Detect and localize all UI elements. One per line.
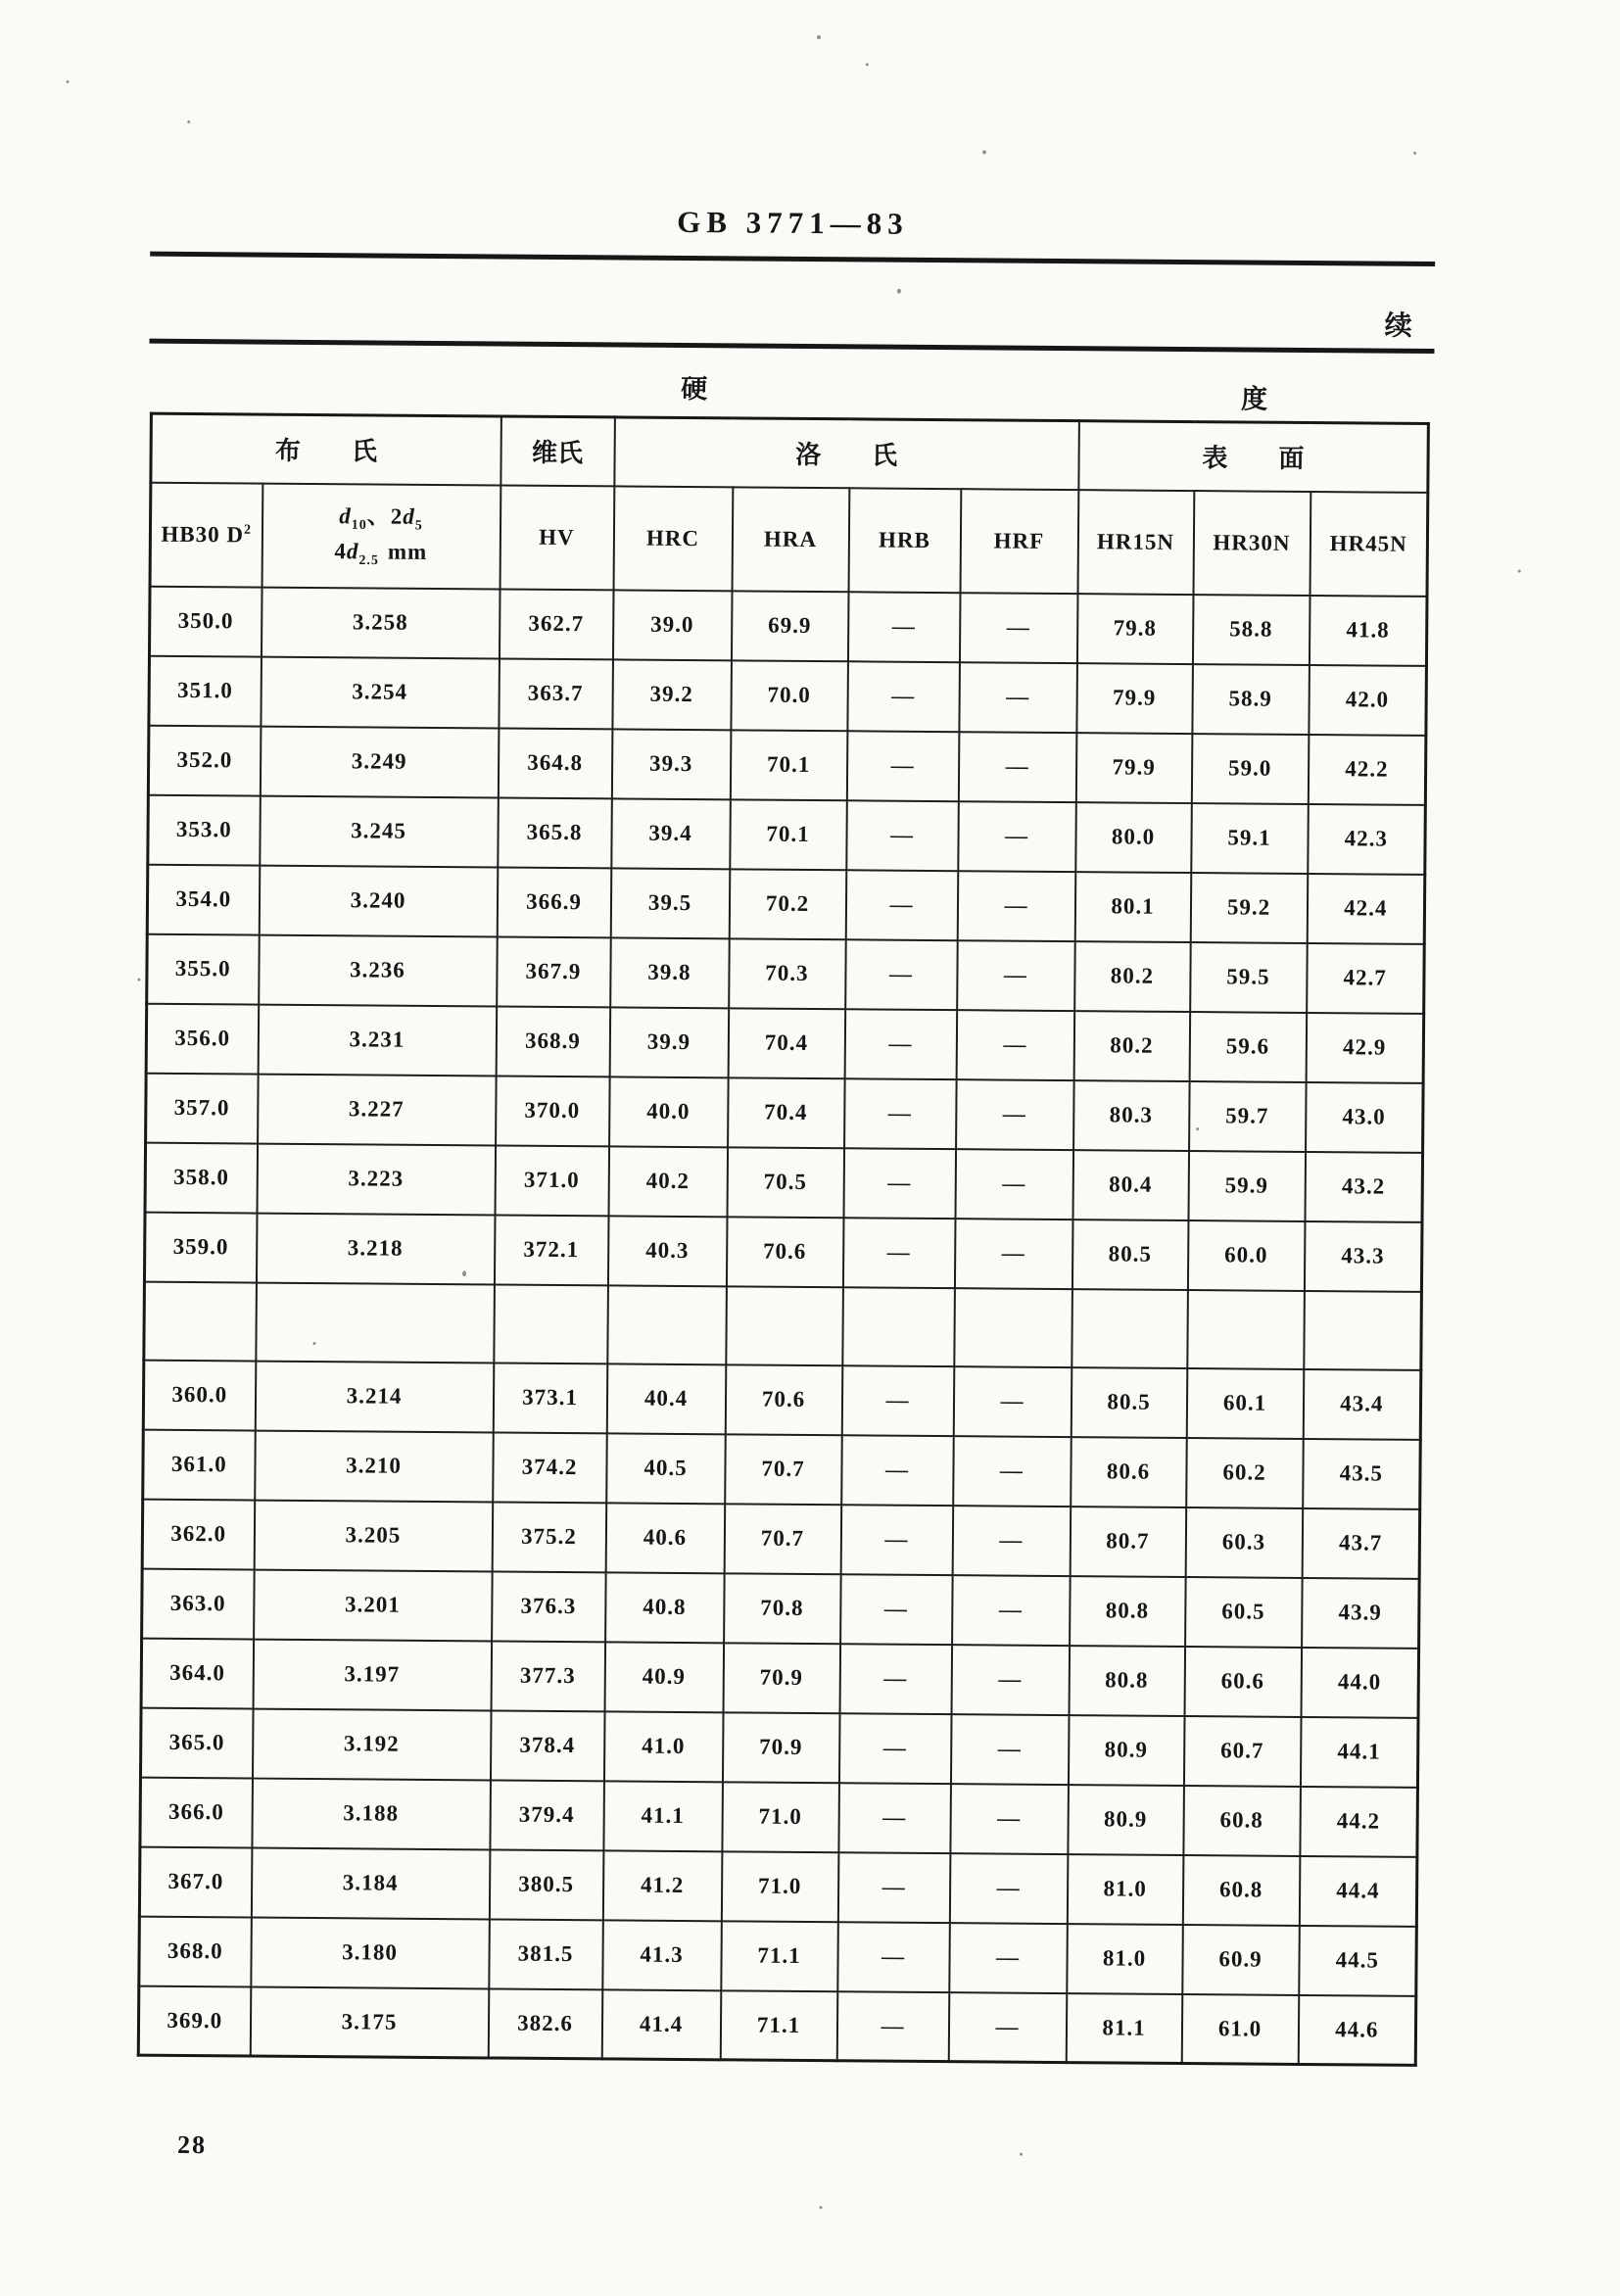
- cell: —: [842, 1218, 955, 1288]
- cell: 355.0: [147, 933, 260, 1004]
- cell: 43.7: [1302, 1507, 1420, 1578]
- cell: 39.3: [611, 729, 731, 799]
- horizontal-rule-under-continued: [149, 339, 1434, 354]
- cell: [1304, 1290, 1422, 1369]
- cell: —: [953, 1366, 1072, 1437]
- cell: 359.0: [144, 1212, 257, 1282]
- cell: 40.4: [606, 1363, 726, 1434]
- table-body: [138, 586, 1427, 2065]
- cell: 382.6: [488, 1988, 602, 2059]
- d-header-line1: $d_{10}$、$2d_5$: [339, 503, 423, 534]
- cell: 70.7: [724, 1504, 841, 1574]
- table-row: [145, 1142, 1423, 1221]
- cell: —: [839, 1644, 952, 1714]
- scan-speckle: [1413, 152, 1416, 155]
- cell: 42.2: [1308, 734, 1426, 804]
- cell: 44.2: [1300, 1786, 1418, 1856]
- cell: 370.0: [496, 1076, 610, 1146]
- cell: 3.188: [252, 1778, 491, 1849]
- cell: 44.5: [1299, 1925, 1417, 1995]
- scan-speckle: [866, 63, 869, 66]
- table-row: [143, 1429, 1421, 1508]
- cell: 60.8: [1182, 1855, 1300, 1926]
- cell: 364.8: [498, 728, 612, 798]
- cell: 39.8: [610, 937, 730, 1008]
- standard-code-title: GB 3771—83: [677, 204, 909, 241]
- cell: 363.0: [142, 1568, 255, 1639]
- cell: 59.0: [1191, 734, 1309, 804]
- cell: 60.8: [1183, 1786, 1301, 1856]
- cell: 43.2: [1305, 1151, 1423, 1221]
- cell: 59.9: [1188, 1151, 1306, 1221]
- cell: 69.9: [731, 591, 848, 661]
- cell: 60.5: [1185, 1577, 1303, 1648]
- cell: —: [952, 1575, 1071, 1646]
- table-row-empty: [144, 1281, 1422, 1369]
- cell: —: [957, 940, 1075, 1011]
- table-row: [146, 1003, 1424, 1082]
- hb-superscript: 2: [243, 522, 253, 538]
- cell: —: [844, 1009, 957, 1079]
- col-header-hra: HRA: [732, 487, 849, 592]
- cell: —: [845, 939, 958, 1010]
- cell: —: [846, 731, 959, 801]
- cell: 367.9: [497, 936, 611, 1007]
- cell: 70.6: [726, 1217, 843, 1287]
- cell: 43.9: [1302, 1577, 1420, 1648]
- cell: 379.4: [490, 1780, 604, 1850]
- cell: 59.1: [1191, 803, 1309, 874]
- cell: —: [841, 1435, 954, 1506]
- cell: 378.4: [490, 1710, 604, 1781]
- cell: 3.175: [250, 1986, 489, 2058]
- table-row: [147, 864, 1425, 943]
- col-header-hrb: HRB: [848, 488, 961, 593]
- cell: 70.8: [724, 1573, 841, 1644]
- cell: 70.3: [729, 938, 846, 1009]
- table-row: [142, 1568, 1420, 1648]
- cell: —: [948, 1992, 1067, 2063]
- cell: —: [838, 1783, 951, 1853]
- cell: 42.4: [1307, 873, 1425, 943]
- cell: 3.223: [257, 1143, 496, 1215]
- cell: 376.3: [492, 1571, 606, 1642]
- col-header-hr45n: HR45N: [1310, 491, 1428, 596]
- cell: 3.210: [255, 1430, 494, 1502]
- cell: 80.9: [1068, 1715, 1184, 1786]
- cell: 40.0: [609, 1076, 729, 1147]
- cell: 381.5: [489, 1919, 603, 1989]
- col-header-hrc: HRC: [613, 486, 733, 591]
- cell: 41.3: [602, 1920, 722, 1990]
- cell: 80.2: [1073, 1011, 1190, 1081]
- cell: 3.184: [251, 1847, 490, 1919]
- cell: [1072, 1289, 1188, 1368]
- cell: 80.4: [1072, 1150, 1189, 1220]
- cell: 41.8: [1309, 595, 1427, 665]
- table-row: [148, 725, 1426, 804]
- cell: —: [847, 592, 960, 662]
- cell: —: [949, 1923, 1068, 1993]
- cell: —: [950, 1784, 1069, 1854]
- cell: 365.0: [140, 1707, 253, 1778]
- scan-speckle: [312, 1342, 315, 1345]
- cell: 371.0: [495, 1145, 609, 1216]
- scan-speckle: [1518, 570, 1521, 573]
- cell: [256, 1282, 495, 1363]
- cell: 42.0: [1309, 664, 1427, 735]
- cell: 3.218: [256, 1213, 495, 1284]
- cell: 60.7: [1183, 1716, 1301, 1787]
- cell: 3.249: [260, 726, 499, 797]
- scan-speckle: [817, 35, 821, 39]
- continued-marker: 续: [1384, 311, 1412, 342]
- cell: —: [847, 661, 960, 732]
- scan-speckle: [820, 2206, 823, 2209]
- cell: —: [958, 801, 1076, 872]
- cell: 81.0: [1067, 1924, 1183, 1994]
- cell: 70.7: [725, 1434, 842, 1505]
- cell: —: [844, 1078, 957, 1149]
- cell: —: [952, 1506, 1071, 1576]
- cell: 60.9: [1182, 1925, 1300, 1995]
- cell: 40.2: [608, 1146, 728, 1217]
- cell: [144, 1281, 257, 1361]
- cell: —: [949, 1853, 1068, 1924]
- table-row: [149, 655, 1427, 735]
- cell: 70.4: [728, 1077, 845, 1148]
- cell: 3.227: [258, 1074, 497, 1145]
- cell: 3.197: [253, 1639, 492, 1710]
- cell: 43.4: [1303, 1368, 1421, 1439]
- cell: 79.9: [1075, 733, 1192, 803]
- cell: 80.5: [1071, 1367, 1187, 1438]
- cell: 70.1: [730, 730, 847, 800]
- cell: [842, 1287, 955, 1366]
- cell: [1187, 1290, 1305, 1369]
- cell: 40.6: [605, 1503, 725, 1573]
- cell: 39.2: [612, 659, 732, 730]
- cell: —: [838, 1713, 951, 1784]
- col-header-indent-diameter: [262, 483, 500, 589]
- cell: 58.9: [1192, 664, 1310, 735]
- cell: 44.0: [1301, 1647, 1419, 1717]
- cell: 366.0: [140, 1777, 253, 1847]
- scan-speckle: [137, 979, 140, 981]
- scan-speckle: [462, 1270, 466, 1276]
- cell: 80.2: [1074, 941, 1191, 1012]
- col-header-hr30n: HR30N: [1193, 491, 1310, 596]
- cell: 59.6: [1189, 1012, 1307, 1082]
- hardness-band-char-right: 度: [1240, 384, 1268, 414]
- col-header-hb30d2: [150, 482, 262, 587]
- table-row: [140, 1707, 1418, 1787]
- cell: 70.9: [722, 1712, 839, 1783]
- cell: 39.4: [611, 798, 731, 869]
- cell: 40.8: [605, 1572, 725, 1643]
- table-row: [148, 794, 1426, 874]
- cell: 71.1: [721, 1921, 838, 1991]
- cell: 70.1: [730, 799, 847, 870]
- cell: 375.2: [492, 1502, 606, 1572]
- cell: 368.0: [139, 1916, 252, 1986]
- cell: 61.0: [1181, 1994, 1299, 2065]
- cell: 3.245: [260, 795, 499, 867]
- cell: 60.0: [1187, 1220, 1305, 1291]
- cell: 354.0: [147, 864, 260, 934]
- table-row: [138, 1985, 1416, 2065]
- hardness-conversion-table: [137, 412, 1430, 2067]
- scan-speckle: [67, 80, 70, 83]
- cell: 373.1: [493, 1363, 607, 1433]
- cell: 377.3: [491, 1641, 605, 1711]
- cell: 360.0: [143, 1360, 256, 1430]
- cell: 43.3: [1304, 1220, 1422, 1291]
- cell: 3.254: [261, 656, 500, 728]
- cell: 365.8: [498, 797, 612, 868]
- table-row: [149, 586, 1427, 665]
- cell: 81.0: [1067, 1854, 1183, 1925]
- cell: 366.9: [497, 867, 611, 937]
- scan-speckle: [897, 289, 901, 294]
- table-row: [139, 1846, 1417, 1926]
- cell: [607, 1285, 727, 1364]
- cell: 80.8: [1069, 1646, 1185, 1716]
- cell: 39.5: [610, 868, 730, 938]
- cell: 40.9: [604, 1642, 724, 1712]
- table-row: [139, 1916, 1417, 1995]
- cell: [954, 1288, 1072, 1367]
- cell: 358.0: [145, 1142, 258, 1213]
- scan-speckle: [1020, 2153, 1023, 2156]
- cell: 59.7: [1189, 1081, 1307, 1152]
- cell: —: [958, 732, 1076, 802]
- cell: 356.0: [146, 1003, 259, 1074]
- cell: [726, 1286, 843, 1365]
- cell: —: [959, 593, 1077, 663]
- scan-speckle: [187, 120, 190, 123]
- cell: 361.0: [143, 1429, 256, 1500]
- cell: —: [957, 871, 1075, 941]
- cell: 59.5: [1190, 942, 1308, 1013]
- cell: 70.4: [728, 1008, 845, 1078]
- cell: 70.0: [731, 660, 848, 731]
- cell: 79.9: [1076, 663, 1193, 734]
- cell: —: [836, 1991, 949, 2062]
- cell: 3.180: [251, 1917, 490, 1988]
- col-header-hv: HV: [500, 485, 614, 590]
- cell: 3.231: [258, 1004, 497, 1076]
- d-header-line2: $4d_{2.5}$ mm: [334, 538, 428, 568]
- col-header-hr15n: HR15N: [1077, 490, 1194, 595]
- cell: 3.214: [255, 1361, 494, 1432]
- cell: 79.8: [1076, 594, 1193, 664]
- cell: [494, 1284, 608, 1363]
- cell: —: [954, 1219, 1072, 1289]
- hardness-band-char-left: 硬: [681, 373, 708, 405]
- cell: 374.2: [493, 1432, 607, 1503]
- table-row: [144, 1212, 1422, 1291]
- group-header-row: [151, 413, 1429, 492]
- cell: 71.1: [720, 1990, 837, 2061]
- cell: 3.258: [261, 587, 500, 658]
- cell: 70.5: [727, 1147, 844, 1218]
- cell: 350.0: [149, 586, 262, 656]
- cell: 362.7: [499, 589, 613, 659]
- cell: 357.0: [146, 1073, 259, 1143]
- cell: 81.1: [1066, 1993, 1182, 2064]
- cell: —: [846, 800, 959, 871]
- group-header-vickers: 维氏: [500, 416, 615, 486]
- cell: 39.0: [612, 590, 732, 660]
- cell: 3.240: [259, 865, 498, 936]
- cell: 41.0: [603, 1711, 723, 1782]
- table-row: [140, 1777, 1418, 1856]
- cell: 60.6: [1184, 1647, 1302, 1717]
- cell: 3.192: [252, 1708, 491, 1780]
- cell: 41.4: [601, 1989, 721, 2060]
- cell: 42.9: [1306, 1012, 1424, 1082]
- group-header-brinell: 布 氏: [151, 413, 501, 485]
- cell: 80.7: [1070, 1507, 1186, 1577]
- cell: 59.2: [1190, 873, 1308, 943]
- cell: —: [955, 1149, 1073, 1220]
- cell: 41.2: [602, 1850, 722, 1921]
- cell: 380.5: [489, 1849, 603, 1920]
- cell: 3.201: [254, 1569, 493, 1641]
- cell: 41.1: [603, 1781, 723, 1851]
- column-header-row: [150, 482, 1428, 596]
- cell: 372.1: [494, 1215, 608, 1285]
- cell: 80.3: [1073, 1080, 1190, 1151]
- cell: 60.3: [1185, 1507, 1303, 1578]
- cell: —: [841, 1365, 954, 1436]
- table-row: [143, 1360, 1421, 1439]
- cell: 44.1: [1300, 1716, 1418, 1787]
- cell: —: [837, 1852, 950, 1923]
- cell: 40.5: [606, 1433, 726, 1504]
- cell: 80.8: [1070, 1576, 1186, 1647]
- cell: —: [840, 1505, 953, 1575]
- table-row: [142, 1499, 1420, 1578]
- cell: 3.236: [259, 934, 498, 1006]
- cell: 80.1: [1074, 872, 1191, 942]
- col-header-hrf: HRF: [960, 489, 1078, 594]
- cell: 80.9: [1068, 1785, 1184, 1855]
- cell: 353.0: [148, 794, 261, 865]
- cell: —: [959, 662, 1077, 733]
- cell: 352.0: [148, 725, 261, 795]
- cell: 40.3: [607, 1216, 727, 1286]
- cell: 60.2: [1186, 1438, 1304, 1508]
- cell: —: [956, 1010, 1074, 1080]
- cell: 70.9: [723, 1643, 840, 1713]
- cell: —: [845, 870, 958, 940]
- cell: 58.8: [1192, 595, 1310, 665]
- cell: 42.7: [1307, 942, 1425, 1013]
- cell: 80.6: [1071, 1437, 1187, 1507]
- cell: 70.6: [725, 1364, 842, 1435]
- cell: 351.0: [149, 655, 262, 726]
- cell: 43.5: [1303, 1438, 1421, 1508]
- cell: 44.4: [1299, 1855, 1417, 1926]
- cell: 3.205: [254, 1500, 493, 1571]
- cell: 70.2: [729, 869, 846, 939]
- scan-speckle: [1196, 1127, 1199, 1130]
- cell: —: [951, 1645, 1070, 1715]
- cell: 369.0: [138, 1985, 251, 2056]
- cell: 80.5: [1072, 1220, 1188, 1290]
- cell: 368.9: [496, 1006, 610, 1076]
- cell: —: [956, 1079, 1074, 1150]
- group-header-rockwell: 洛 氏: [614, 417, 1079, 490]
- cell: —: [953, 1436, 1072, 1507]
- cell: —: [840, 1574, 953, 1645]
- cell: 80.0: [1075, 802, 1192, 873]
- cell: 43.0: [1306, 1081, 1424, 1152]
- group-header-superficial: 表 面: [1078, 421, 1429, 493]
- cell: —: [843, 1148, 956, 1219]
- cell: 71.0: [721, 1851, 838, 1922]
- table-row: [146, 1073, 1424, 1152]
- table-row: [147, 933, 1425, 1013]
- hb-label: HB30 D: [161, 521, 245, 547]
- cell: 39.9: [609, 1007, 729, 1077]
- cell: 42.3: [1308, 803, 1426, 874]
- cell: 44.6: [1298, 1994, 1416, 2065]
- page-number: 28: [176, 2129, 208, 2160]
- cell: —: [837, 1922, 950, 1992]
- table-row: [141, 1638, 1419, 1717]
- horizontal-rule-top: [150, 252, 1435, 266]
- cell: 363.7: [499, 658, 613, 729]
- cell: 60.1: [1186, 1368, 1304, 1439]
- cell: 71.0: [722, 1782, 839, 1852]
- cell: —: [950, 1714, 1069, 1785]
- cell: 364.0: [141, 1638, 254, 1708]
- scan-speckle: [982, 150, 986, 154]
- cell: 367.0: [139, 1846, 252, 1917]
- cell: 362.0: [142, 1499, 255, 1569]
